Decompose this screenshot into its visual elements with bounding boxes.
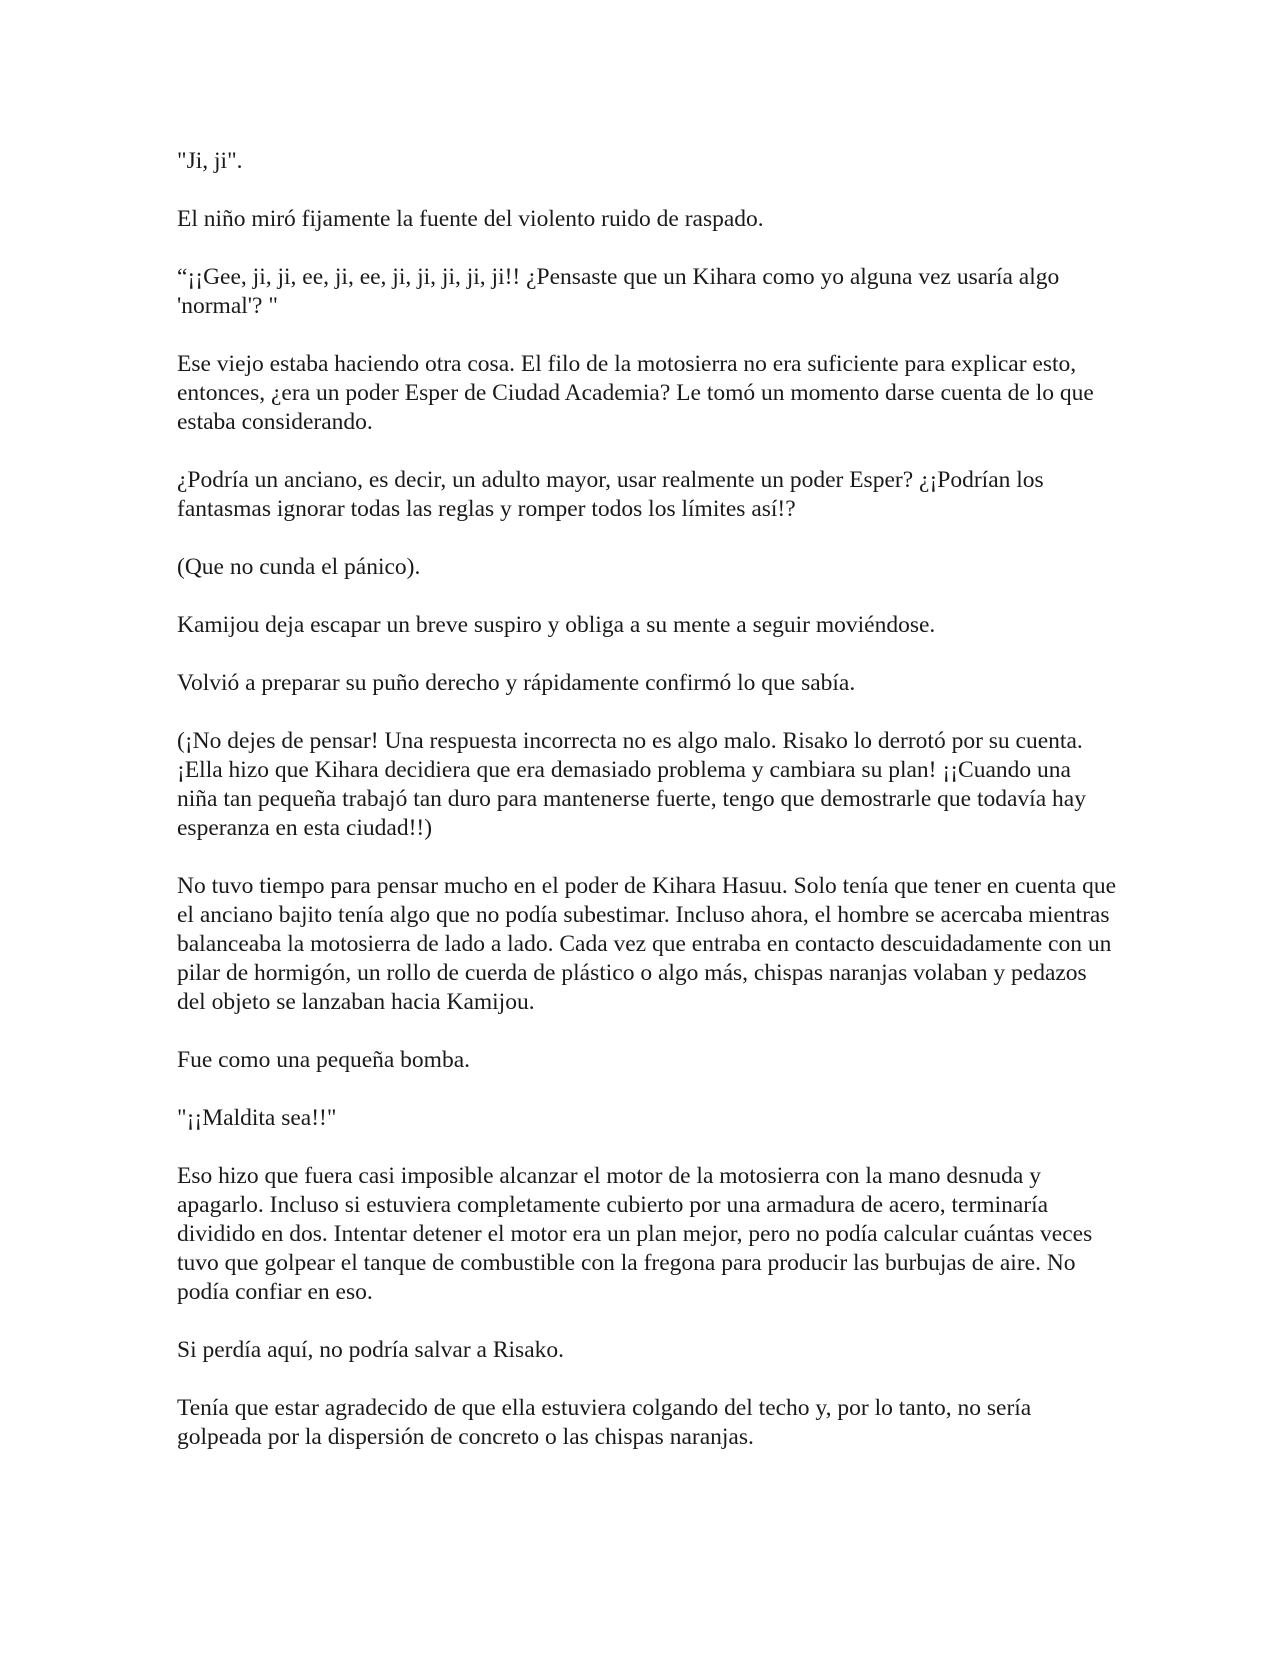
paragraph: (Que no cunda el pánico). xyxy=(177,554,421,580)
paragraph: Volvió a preparar su puño derecho y rápidamente confirmó lo que sabía. xyxy=(177,670,856,696)
paragraph: El niño miró fijamente la fuente del violento ruido de raspado. xyxy=(177,206,764,232)
paragraph: Ese viejo estaba haciendo otra cosa. El filo de la motosierra no era suficiente para explicar esto, entonces, ¿era un poder Esper de Ciudad Academia? Le tomó un momento darse cuenta de lo que estaba considerando. xyxy=(177,351,1094,435)
paragraph: Kamijou deja escapar un breve suspiro y obliga a su mente a seguir moviéndose. xyxy=(177,612,936,638)
paragraph: Eso hizo que fuera casi imposible alcanzar el motor de la motosierra con la mano desnuda y apagarlo. Incluso si estuviera completamente cubierto por una armadura de acero, terminaría dividido en dos. Intentar detener el motor era un plan mejor, pero no podía calcular cuántas veces tuvo que golpear el tanque de combustible con la fregona para producir las burbujas de aire. No podía confiar en eso. xyxy=(177,1163,1093,1305)
paragraph: (¡No dejes de pensar! Una respuesta incorrecta no es algo malo. Risako lo derrotó por su cuenta. ¡Ella hizo que Kihara decidiera que era demasiado problema y cambiara su plan! ¡¡Cuando una niña tan pequeña trabajó tan duro para mantenerse fuerte, tengo que demostrarle que todavía hay esperanza en esta ciudad!!) xyxy=(177,728,1086,841)
paragraph: Si perdía aquí, no podría salvar a Risako. xyxy=(177,1337,565,1363)
paragraph: "¡¡Maldita sea!!" xyxy=(177,1105,337,1131)
document-body xyxy=(177,147,1117,1481)
paragraph: ¿Podría un anciano, es decir, un adulto mayor, usar realmente un poder Esper? ¿¡Podrían los fantasmas ignorar todas las reglas y romper todos los límites así!? xyxy=(177,467,1044,522)
paragraph: “¡¡Gee, ji, ji, ee, ji, ee, ji, ji, ji, ji, ji!! ¿Pensaste que un Kihara como yo alguna vez usaría algo 'normal'? " xyxy=(177,264,1060,319)
paragraph: No tuvo tiempo para pensar mucho en el poder de Kihara Hasuu. Solo tenía que tener en cuenta que el anciano bajito tenía algo que no podía subestimar. Incluso ahora, el hombre se acercaba mientras balanceaba la motosierra de lado a lado. Cada vez que entraba en contacto descuidadamente con un pilar de hormigón, un rollo de cuerda de plástico o algo más, chispas naranjas volaban y pedazos del objeto se lanzaban hacia Kamijou. xyxy=(177,873,1117,1015)
paragraph: "Ji, ji". xyxy=(177,148,243,174)
paragraph: Tenía que estar agradecido de que ella estuviera colgando del techo y, por lo tanto, no sería golpeada por la dispersión de concreto o las chispas naranjas. xyxy=(177,1395,1032,1450)
paragraph: Fue como una pequeña bomba. xyxy=(177,1047,471,1073)
